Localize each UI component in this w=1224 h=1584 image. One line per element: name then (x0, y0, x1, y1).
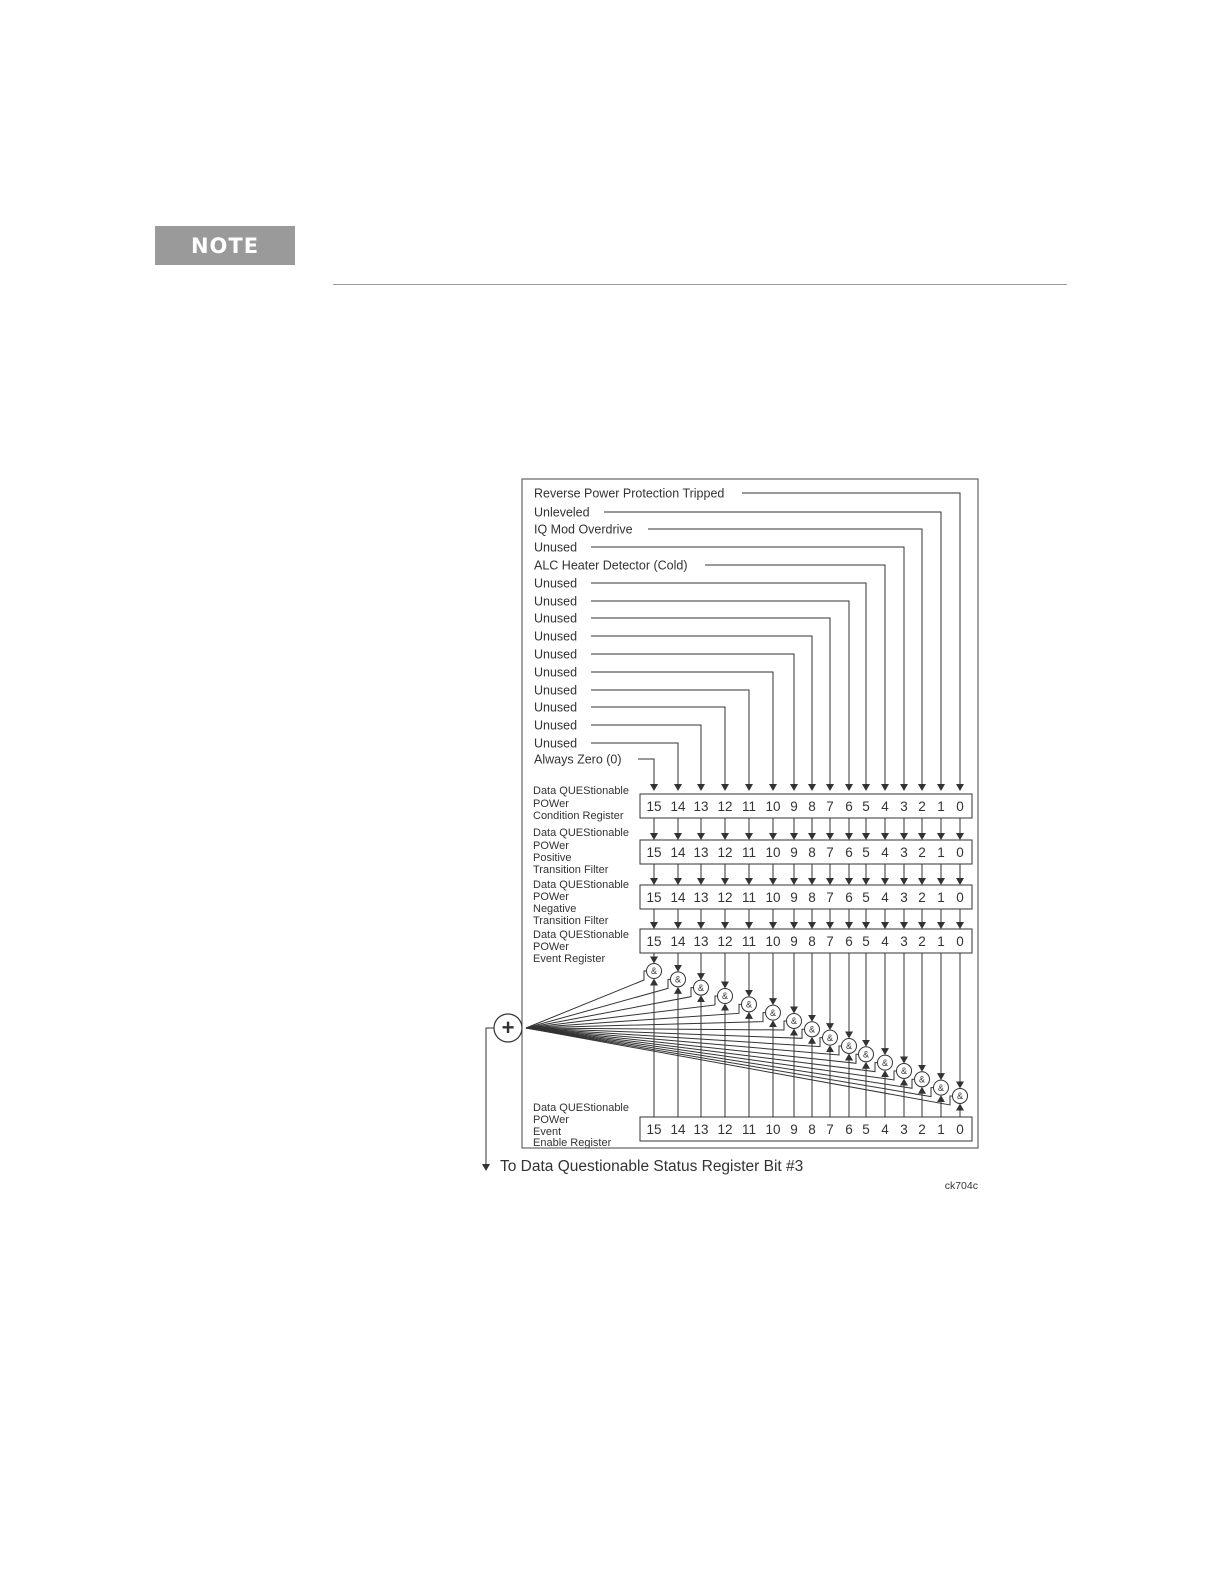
bit-number: 13 (693, 845, 709, 860)
bit-number: 10 (765, 799, 781, 814)
register-label: POWer (533, 840, 569, 852)
register-label: Condition Register (533, 810, 624, 822)
register-event (533, 929, 972, 965)
bit-number: 2 (918, 799, 926, 814)
and-gate-symbol: & (745, 999, 753, 1010)
bit-number: 11 (741, 845, 757, 860)
and-to-or-line-3 (526, 1028, 897, 1080)
register-label: Data QUEStionable (533, 785, 629, 797)
bit-number: 0 (956, 1122, 964, 1137)
and-gate-symbol: & (937, 1082, 945, 1093)
and-gate-symbol: & (826, 1032, 834, 1043)
bit-number: 4 (881, 1122, 889, 1137)
bit-number: 14 (670, 845, 686, 860)
bit-number: 11 (741, 934, 757, 949)
bit-number: 2 (918, 845, 926, 860)
bit-number: 10 (765, 934, 781, 949)
and-gate-symbol: & (674, 974, 682, 985)
and-gate-symbol: & (956, 1091, 964, 1102)
bit-number: 15 (646, 845, 662, 860)
bit-number: 9 (790, 799, 798, 814)
bit-number: 2 (918, 934, 926, 949)
register-event-enable (533, 1102, 972, 1149)
bit-number: 13 (693, 1122, 709, 1137)
register-positive-transition (533, 827, 972, 876)
register-label: POWer (533, 798, 569, 810)
bit-number: 5 (862, 799, 870, 814)
register-label: Event Register (533, 953, 606, 965)
register-negative-transition (533, 879, 972, 927)
bit-number: 1 (937, 799, 945, 814)
bit-number: 5 (862, 845, 870, 860)
bit-number: 2 (918, 1122, 926, 1137)
bit-number: 4 (881, 845, 889, 860)
and-gate-symbol: & (808, 1024, 816, 1035)
and-gate-symbol: & (881, 1057, 889, 1068)
input-lines (534, 487, 960, 791)
and-gate (915, 1072, 930, 1087)
and-gate-symbol: & (697, 982, 705, 993)
input-line-bit-6 (591, 601, 849, 790)
register-label: Event (533, 1126, 562, 1138)
bit-number: 14 (670, 934, 686, 949)
bit-number: 0 (956, 890, 964, 905)
register-label: Data QUEStionable (533, 827, 629, 839)
register-label: Positive (533, 852, 572, 864)
bit-number: 9 (790, 890, 798, 905)
bit-number: 15 (646, 1122, 662, 1137)
bit-number: 6 (845, 934, 853, 949)
bit-number: 12 (717, 934, 733, 949)
input-label: ALC Heater Detector (Cold) (534, 558, 688, 573)
bit-number: 3 (900, 799, 908, 814)
bit-number: 12 (717, 799, 733, 814)
and-gate (859, 1047, 874, 1062)
bit-number: 15 (646, 890, 662, 905)
bit-number: 6 (845, 1122, 853, 1137)
register-label: POWer (533, 1114, 569, 1126)
figure-id: ck704c (944, 1180, 978, 1192)
bit-number: 8 (808, 890, 816, 905)
bit-number: 3 (900, 890, 908, 905)
bit-number: 5 (862, 934, 870, 949)
and-gate (934, 1080, 949, 1095)
register-label: Transition Filter (533, 915, 609, 927)
register-label: Transition Filter (533, 864, 609, 876)
bit-number: 3 (900, 845, 908, 860)
and-gate-symbol: & (650, 966, 658, 977)
input-line-bit-15 (638, 759, 654, 790)
input-label: Always Zero (0) (534, 752, 622, 767)
bit-number: 10 (765, 845, 781, 860)
register-condition (533, 785, 972, 822)
register-label: Data QUEStionable (533, 929, 629, 941)
note-badge: NOTE (155, 226, 295, 265)
bit-number: 3 (900, 1122, 908, 1137)
input-line-bit-14 (591, 743, 678, 790)
bit-number: 7 (826, 845, 834, 860)
bit-number: 9 (790, 934, 798, 949)
and-gate-symbol: & (862, 1049, 870, 1060)
bit-number: 6 (845, 845, 853, 860)
bit-number: 6 (845, 890, 853, 905)
bit-number: 5 (862, 890, 870, 905)
input-label: Unused (534, 718, 578, 733)
bit-number: 7 (826, 1122, 834, 1137)
bit-number: 1 (937, 934, 945, 949)
bit-number: 8 (808, 845, 816, 860)
and-gate-symbol: & (721, 991, 729, 1002)
input-label: Unused (534, 576, 578, 591)
bit-number: 14 (670, 890, 686, 905)
register-label: Negative (533, 903, 577, 915)
bit-number: 1 (937, 890, 945, 905)
input-label: IQ Mod Overdrive (534, 522, 633, 537)
and-gate (671, 972, 686, 987)
register-label: POWer (533, 891, 569, 903)
input-label: Unused (534, 611, 578, 626)
and-gate-symbol: & (900, 1066, 908, 1077)
bit-number: 0 (956, 934, 964, 949)
input-label: Unused (534, 683, 578, 698)
or-gate-symbol: + (501, 1015, 515, 1040)
and-to-or-line-14 (526, 979, 671, 1028)
input-line-bit-5 (591, 583, 866, 790)
register-label: Enable Register (533, 1137, 612, 1149)
bit-number: 12 (717, 1122, 733, 1137)
bit-number: 5 (862, 1122, 870, 1137)
bit-number: 6 (845, 799, 853, 814)
bit-number: 8 (808, 799, 816, 814)
register-label: Data QUEStionable (533, 1102, 629, 1114)
and-gate-symbol: & (790, 1016, 798, 1027)
bit-number: 11 (741, 890, 757, 905)
bit-number: 4 (881, 890, 889, 905)
registers (533, 785, 972, 1149)
and-gate (842, 1038, 857, 1053)
bit-number: 1 (937, 1122, 945, 1137)
bit-number: 1 (937, 845, 945, 860)
bit-number: 7 (826, 799, 834, 814)
and-gate (787, 1013, 802, 1028)
and-gate (897, 1063, 912, 1078)
input-line-bit-0 (742, 493, 960, 790)
input-label: Unused (534, 700, 578, 715)
bit-number: 14 (670, 1122, 686, 1137)
bit-number: 7 (826, 934, 834, 949)
bit-number: 12 (717, 845, 733, 860)
bit-number: 0 (956, 799, 964, 814)
bit-number: 14 (670, 799, 686, 814)
bit-number: 8 (808, 934, 816, 949)
input-label: Unused (534, 594, 578, 609)
bit-number: 10 (765, 1122, 781, 1137)
input-label: Unused (534, 736, 578, 751)
input-label: Unused (534, 629, 578, 644)
bit-number: 0 (956, 845, 964, 860)
bit-number: 13 (693, 890, 709, 905)
input-label: Unused (534, 647, 578, 662)
bit-number: 8 (808, 1122, 816, 1137)
bit-number: 11 (741, 1122, 757, 1137)
and-gate (878, 1055, 893, 1070)
and-gate-symbol: & (918, 1074, 926, 1085)
bit-number: 7 (826, 890, 834, 905)
input-line-bit-12 (591, 707, 725, 790)
bit-number: 3 (900, 934, 908, 949)
bit-number: 4 (881, 934, 889, 949)
bit-number: 9 (790, 845, 798, 860)
and-gate (953, 1088, 968, 1103)
and-gate (766, 1005, 781, 1020)
input-line-bit-2 (648, 529, 922, 790)
bit-number: 9 (790, 1122, 798, 1137)
input-label: Unused (534, 665, 578, 680)
and-gate (742, 997, 757, 1012)
input-label: Unleveled (534, 505, 590, 520)
output-label: To Data Questionable Status Register Bit #3 (500, 1158, 804, 1175)
input-label: Unused (534, 540, 578, 555)
bit-number: 4 (881, 799, 889, 814)
and-gate (647, 964, 662, 979)
input-label: Reverse Power Protection Tripped (534, 486, 725, 501)
and-gate-symbol: & (845, 1041, 853, 1052)
bit-number: 15 (646, 934, 662, 949)
bit-number: 15 (646, 799, 662, 814)
and-gate (823, 1030, 838, 1045)
register-label: Data QUEStionable (533, 879, 629, 891)
and-gate (718, 988, 733, 1003)
bit-number: 11 (741, 799, 757, 814)
and-gate (805, 1022, 820, 1037)
output-line (486, 1028, 494, 1170)
and-gate (694, 980, 709, 995)
input-line-bit-9 (591, 654, 794, 790)
register-label: POWer (533, 941, 569, 953)
bit-number: 12 (717, 890, 733, 905)
and-to-or-line-1 (526, 1028, 934, 1097)
bit-number: 2 (918, 890, 926, 905)
and-gate-symbol: & (769, 1007, 777, 1018)
input-line-bit-4 (705, 565, 885, 790)
bit-number: 10 (765, 890, 781, 905)
bit-number: 13 (693, 934, 709, 949)
bit-number: 13 (693, 799, 709, 814)
